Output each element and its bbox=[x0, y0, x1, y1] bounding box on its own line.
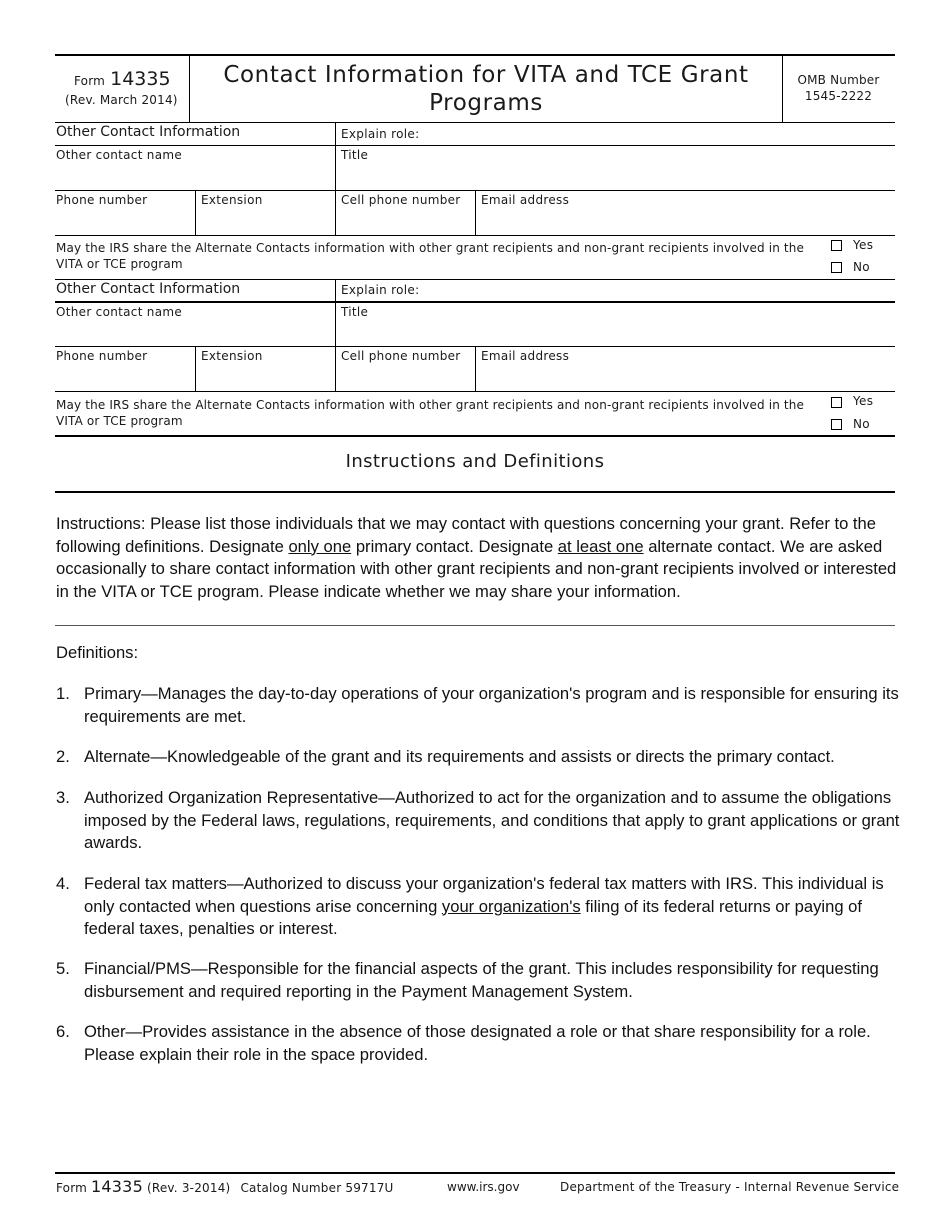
share-no-checkbox[interactable] bbox=[831, 262, 842, 273]
field-divider bbox=[335, 190, 336, 235]
row-rule bbox=[55, 435, 895, 437]
title-field[interactable] bbox=[341, 163, 893, 189]
footer-catalog: Catalog Number 59717U bbox=[240, 1181, 394, 1195]
explain-role-field[interactable] bbox=[418, 124, 893, 144]
footer-revision: (Rev. 3-2014) bbox=[146, 1181, 231, 1195]
header-bottom-rule bbox=[55, 122, 895, 123]
definition-item bbox=[56, 873, 901, 941]
phone-number-field[interactable] bbox=[56, 364, 192, 390]
form-number: 14335 bbox=[110, 68, 171, 90]
definition-item bbox=[56, 683, 901, 728]
yes-label: Yes bbox=[853, 394, 874, 408]
instructions-emphasis: at least one bbox=[557, 536, 644, 556]
cell-phone-label: Cell phone number bbox=[341, 193, 461, 207]
definition-text-part: filing of its federal returns or paying of federal taxes, penalties or interest. bbox=[84, 896, 863, 938]
footer-form-number: 14335 bbox=[91, 1177, 143, 1196]
definition-item bbox=[56, 787, 901, 855]
extension-label: Extension bbox=[201, 349, 263, 363]
definition-number: 2. bbox=[56, 747, 70, 766]
extension-field[interactable] bbox=[201, 364, 332, 390]
definition-text-part: Federal tax matters—Authorized to discuss your organization's federal tax matters with IRS. This individual is only contacted when questions arise concerning bbox=[84, 874, 884, 916]
footer-form-word: Form bbox=[56, 1181, 88, 1195]
share-question: May the IRS share the Alternate Contacts information with other grant recipients and non-grant recipients involved in the VITA or TCE program bbox=[56, 241, 805, 271]
other-contact-name-label: Other contact name bbox=[56, 148, 183, 162]
other-contact-name-field[interactable] bbox=[56, 163, 332, 189]
no-label: No bbox=[853, 417, 870, 431]
instructions-paragraph bbox=[56, 513, 901, 603]
phone-number-label: Phone number bbox=[56, 193, 148, 207]
field-divider bbox=[475, 190, 476, 235]
email-address-field[interactable] bbox=[481, 208, 893, 234]
footer-form-id bbox=[56, 1177, 394, 1196]
field-divider bbox=[195, 190, 196, 235]
title-label: Title bbox=[341, 305, 369, 319]
row-rule bbox=[55, 279, 895, 280]
share-question: May the IRS share the Alternate Contacts information with other grant recipients and non-grant recipients involved in the VITA or TCE program bbox=[56, 398, 805, 428]
instructions-text: primary contact. Designate bbox=[351, 536, 558, 556]
page-title: Contact Information for VITA and TCE Grant Programs bbox=[223, 62, 749, 116]
definition-text bbox=[84, 873, 901, 941]
field-divider bbox=[475, 346, 476, 391]
instructions-text: Instructions: Please list those individuals that we may contact with questions concerning your grant. Refer to the following definitions. Designate bbox=[56, 514, 876, 556]
instructions-emphasis: only one bbox=[288, 536, 352, 556]
definition-text: Primary—Manages the day-to-day operations of your organization's program and is responsible for ensuring its requirements are met. bbox=[84, 684, 899, 726]
form-id bbox=[74, 68, 171, 90]
definition-number: 6. bbox=[56, 1022, 70, 1041]
title-label: Title bbox=[341, 148, 369, 162]
form-word: Form bbox=[74, 74, 106, 88]
email-address-field[interactable] bbox=[481, 364, 893, 390]
other-contact-name-field[interactable] bbox=[56, 320, 332, 345]
explain-role-label: Explain role: bbox=[341, 283, 420, 297]
section-label: Other Contact Information bbox=[56, 281, 241, 297]
share-yes-checkbox[interactable] bbox=[831, 397, 842, 408]
cell-phone-label: Cell phone number bbox=[341, 349, 461, 363]
share-no-checkbox[interactable] bbox=[831, 419, 842, 430]
definition-text: Alternate—Knowledgeable of the grant and its requirements and assists or directs the primary contact. bbox=[84, 747, 835, 766]
field-divider bbox=[335, 346, 336, 391]
section-rule bbox=[55, 491, 895, 493]
footer-website-link[interactable]: www.irs.gov bbox=[447, 1180, 520, 1194]
instructions-heading: Instructions and Definitions bbox=[345, 451, 605, 472]
extension-field[interactable] bbox=[201, 208, 332, 234]
phone-number-label: Phone number bbox=[56, 349, 148, 363]
definitions-heading: Definitions: bbox=[56, 643, 139, 662]
email-address-label: Email address bbox=[481, 349, 570, 363]
row-rule bbox=[55, 301, 895, 303]
email-address-label: Email address bbox=[481, 193, 570, 207]
omb-number: 1545-2222 bbox=[804, 89, 873, 103]
definition-item bbox=[56, 746, 901, 769]
definition-emphasis: your organization's bbox=[441, 896, 581, 916]
instructions-text: alternate contact. We are asked occasionally to share contact information with other grant recipients and non-grant recipients involved or interested in the VITA or TCE program. Please indicate whether we may share your information. bbox=[56, 536, 897, 601]
section-rule bbox=[55, 625, 895, 626]
definition-text: Financial/PMS—Responsible for the financial aspects of the grant. This includes responsibility for requesting disbursement and required reporting in the Payment Management System. bbox=[84, 959, 879, 1001]
definition-text: Other—Provides assistance in the absence of those designated a role or that share responsibility for a role. Please explain their role in the space provided. bbox=[84, 1022, 871, 1064]
header-top-rule bbox=[55, 54, 895, 56]
field-divider bbox=[195, 346, 196, 391]
footer-rule bbox=[55, 1172, 895, 1174]
footer-department: Department of the Treasury - Internal Revenue Service bbox=[560, 1180, 900, 1194]
cell-phone-field[interactable] bbox=[341, 208, 472, 234]
share-yes-checkbox[interactable] bbox=[831, 240, 842, 251]
explain-role-label: Explain role: bbox=[341, 127, 420, 141]
header-divider bbox=[189, 56, 190, 123]
field-divider bbox=[335, 280, 336, 346]
phone-number-field[interactable] bbox=[56, 208, 192, 234]
title-field[interactable] bbox=[341, 320, 893, 345]
definition-number: 5. bbox=[56, 959, 70, 978]
row-rule bbox=[55, 391, 895, 392]
definition-number: 3. bbox=[56, 788, 70, 807]
cell-phone-field[interactable] bbox=[341, 364, 472, 390]
section-label: Other Contact Information bbox=[56, 124, 241, 140]
other-contact-name-label: Other contact name bbox=[56, 305, 183, 319]
definition-text: Authorized Organization Representative—Authorized to act for the organization and to assume the obligations imposed by the Federal laws, regulations, requirements, and conditions that apply to grant applications or grant awards. bbox=[84, 788, 900, 852]
extension-label: Extension bbox=[201, 193, 263, 207]
no-label: No bbox=[853, 260, 870, 274]
form-revision: (Rev. March 2014) bbox=[65, 93, 178, 107]
definition-number: 1. bbox=[56, 684, 70, 703]
row-rule bbox=[55, 235, 895, 236]
row-rule bbox=[55, 145, 895, 146]
explain-role-field[interactable] bbox=[418, 281, 893, 301]
definition-item bbox=[56, 1021, 901, 1066]
omb-label: OMB Number bbox=[797, 73, 880, 87]
definition-item bbox=[56, 958, 901, 1003]
field-divider bbox=[335, 123, 336, 190]
definition-number: 4. bbox=[56, 874, 70, 893]
yes-label: Yes bbox=[853, 238, 874, 252]
